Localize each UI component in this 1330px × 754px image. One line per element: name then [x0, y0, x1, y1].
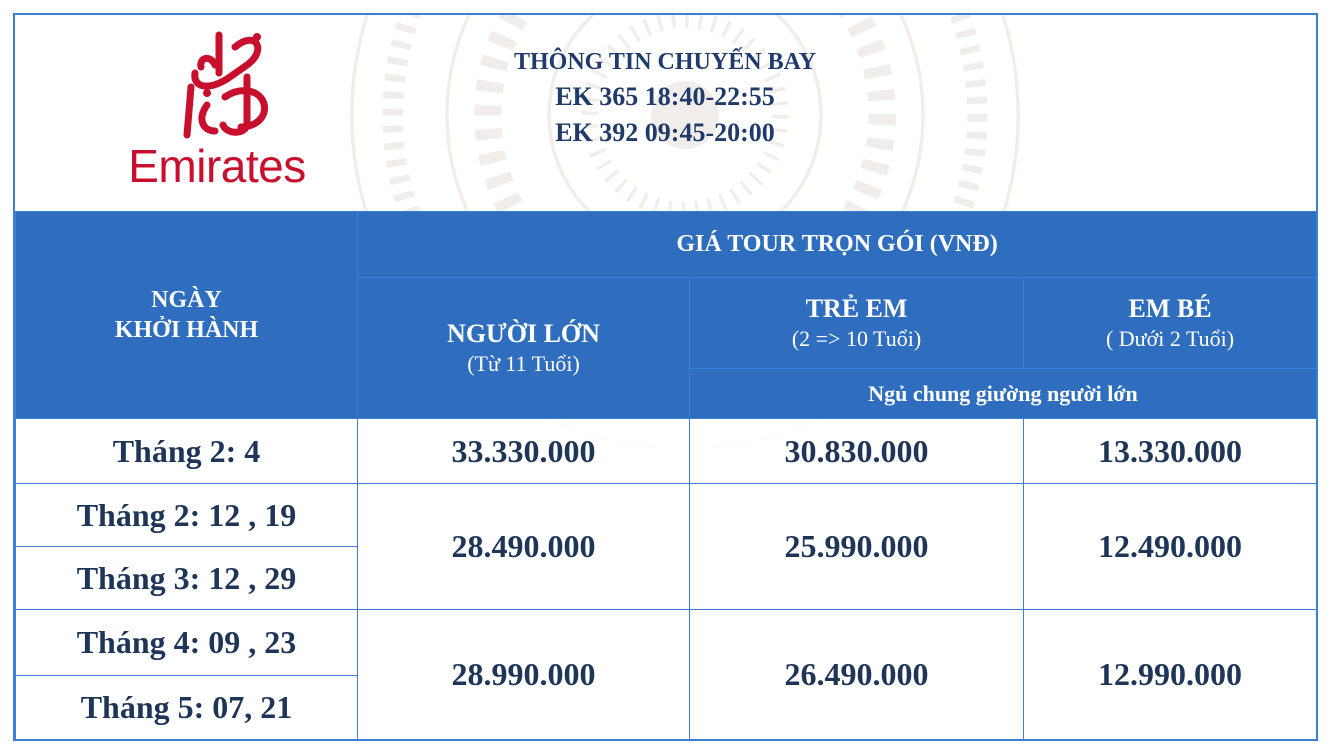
package-price-header: GIÁ TOUR TRỌN GÓI (VNĐ): [358, 212, 1317, 278]
flight-line: EK 365 18:40-22:55: [555, 82, 775, 111]
flight-info-title: THÔNG TIN CHUYẾN BAY: [513, 49, 817, 75]
departure-header: [16, 212, 358, 419]
child-price: 26.490.000: [690, 610, 1024, 740]
child-price: 25.990.000: [690, 484, 1024, 610]
flight-info: [455, 45, 875, 151]
departure-date: Tháng 3: 12 , 29: [16, 547, 358, 610]
departure-date: Tháng 4: 09 , 23: [16, 610, 358, 676]
emirates-wordmark: Emirates: [128, 140, 306, 192]
adult-header-label: NGƯỜI LỚN: [447, 319, 600, 348]
adult-price: 28.990.000: [358, 610, 690, 740]
adult-header: [358, 278, 690, 419]
child-header-sub: (2 => 10 Tuổi): [791, 326, 922, 351]
departure-header-line: NGÀY: [151, 287, 222, 313]
adult-price: 33.330.000: [358, 419, 690, 484]
emirates-arabic-logo-icon: [107, 27, 327, 142]
departure-date: Tháng 2: 12 , 19: [16, 484, 358, 547]
infant-header-sub: ( Dưới 2 Tuổi): [1105, 326, 1235, 351]
child-price: 30.830.000: [690, 419, 1024, 484]
share-bed-note: Ngủ chung giường người lớn: [690, 369, 1317, 419]
tour-price-card: [13, 13, 1318, 741]
infant-header-label: EM BÉ: [1128, 294, 1212, 323]
header: [15, 15, 1316, 211]
adult-price: 28.490.000: [358, 484, 690, 610]
flight-line: EK 392 09:45-20:00: [555, 118, 775, 147]
infant-price: 12.490.000: [1024, 484, 1317, 610]
emirates-logo: [107, 27, 327, 197]
adult-header-sub: (Từ 11 Tuổi): [467, 351, 580, 376]
infant-price: 12.990.000: [1024, 610, 1317, 740]
price-table: [15, 211, 1317, 740]
departure-date: Tháng 2: 4: [16, 419, 358, 484]
infant-price: 13.330.000: [1024, 419, 1317, 484]
departure-header-line: KHỞI HÀNH: [114, 317, 259, 343]
departure-date: Tháng 5: 07, 21: [16, 676, 358, 740]
child-header-label: TRẺ EM: [805, 294, 908, 323]
child-header: [690, 278, 1024, 369]
infant-header: [1024, 278, 1317, 369]
